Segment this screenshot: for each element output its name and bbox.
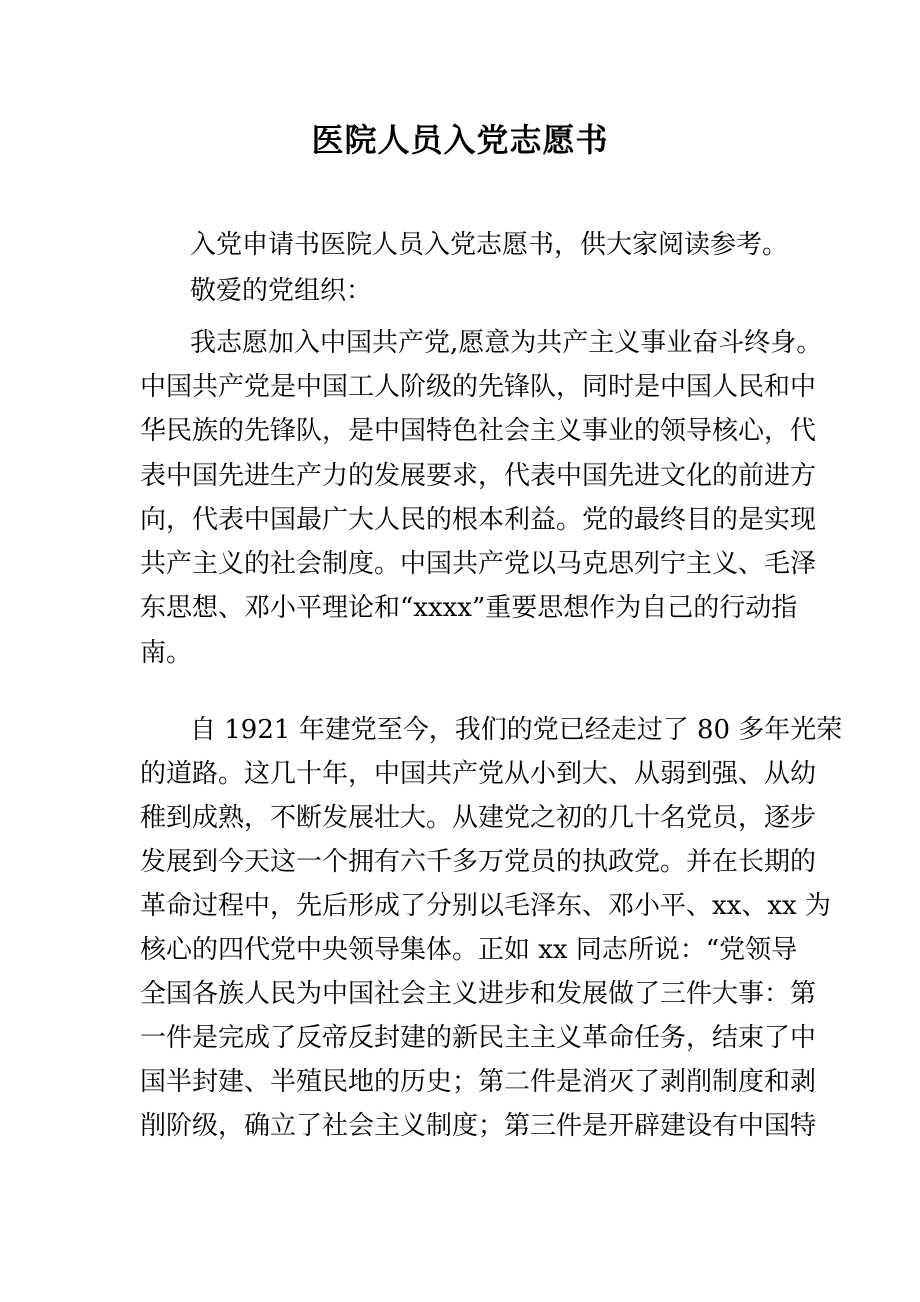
text-line: 中国共产党是中国工人阶级的先锋队，同时是中国人民和中 bbox=[140, 372, 817, 402]
text-line: 我志愿加入中国共产党,愿意为共产主义事业奋斗终身。 bbox=[190, 328, 823, 358]
text-line: 一件是完成了反帝反封建的新民主主义革命任务，结束了中 bbox=[140, 1023, 817, 1053]
text-line: 东思想、邓小平理论和“xxxx”重要思想作为自己的行动指 bbox=[140, 593, 798, 623]
text-line: 核心的四代党中央领导集体。正如 xx 同志所说：“党领导 bbox=[140, 935, 798, 965]
text-line: 向，代表中国最广大人民的根本利益。党的最终目的是实现 bbox=[140, 505, 817, 535]
text-line: 南。 bbox=[140, 638, 193, 668]
text-line: 国半封建、半殖民地的历史；第二件是消灭了剥削制度和剥 bbox=[140, 1067, 817, 1097]
text-line: 敬爱的党组织： bbox=[190, 276, 373, 306]
text-line: 入党申请书医院人员入党志愿书，供大家阅读参考。 bbox=[190, 230, 789, 260]
text-line: 稚到成熟，不断发展壮大。从建党之初的几十名党员，逐步 bbox=[140, 803, 817, 833]
text-line: 革命过程中，先后形成了分别以毛泽东、邓小平、xx、xx 为 bbox=[140, 891, 831, 921]
text-line: 削阶级，确立了社会主义制度；第三件是开辟建设有中国特 bbox=[140, 1111, 817, 1141]
text-line: 发展到今天这一个拥有六千多万党员的执政党。并在长期的 bbox=[140, 847, 817, 877]
text-line: 华民族的先锋队，是中国特色社会主义事业的领导核心，代 bbox=[140, 416, 817, 446]
text-line: 共产主义的社会制度。中国共产党以马克思列宁主义、毛泽 bbox=[140, 549, 817, 579]
text-line: 表中国先进生产力的发展要求，代表中国先进文化的前进方 bbox=[140, 461, 817, 491]
text-line: 的道路。这几十年，中国共产党从小到大、从弱到强、从幼 bbox=[140, 759, 817, 789]
text-line: 全国各族人民为中国社会主义进步和发展做了三件大事：第 bbox=[140, 979, 817, 1009]
text-line: 自 1921 年建党至今，我们的党已经走过了 80 多年光荣 bbox=[190, 715, 843, 745]
document-title: 医院人员入党志愿书 bbox=[311, 121, 609, 159]
